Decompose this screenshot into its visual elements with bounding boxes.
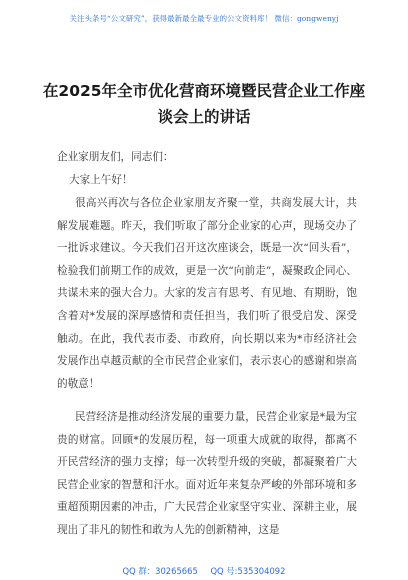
greeting: 大家上午好！ [69,174,133,186]
salutation: 企业家朋友们，同志们： [57,151,174,163]
body-paragraph [57,406,357,542]
footer-contact [0,565,408,577]
paragraph-text: 很高兴再次与各位企业家朋友齐聚一堂，共商发展大计，共解发展难题。昨天，我们听取了部分企业家的心声，现场交办了一批诉求建议。今天我们召开这次座谈会，既是一次“回头看”，检验我们前期工作的成效，更是一次“向前走”，凝聚政企同心、共谋未来的强大合力。大家的发言有思考、有见地、有期盼，饱含着对*发展的深厚感情和责任担当，我们听了很受启发、深受触动。在此，我代表市委、市政府，向长期以来为*市经济社会发展作出卓越贡献的全市民营企业家们，表示衷心的感谢和崇高的敬意！ [57,197,357,390]
qq-number-text: QQ 号:535304092 [210,566,286,576]
paragraph-text: 民营经济是推动经济发展的重要力量，民营企业家是*最为宝贵的财富。回顾*的发展历程，每一项重大成就的取得，都离不开民营经济的强力支撑；每一次转型升级的突破，都凝聚着广大民营企业家的智慧和汗水。面对近年来复杂严峻的外部环境和多重超预期因素的冲击，广大民营企业家坚守实业、深耕主业，展现出了非凡的韧性和敢为人先的创新精神，这是 [57,411,357,536]
document-title: 在2025年全市优化营商环境暨民营企业工作座谈会上的讲话 [42,82,366,126]
body-paragraph [57,192,357,395]
qq-group-text: QQ 群：30265665 [122,566,198,576]
header-banner: 关注头条号“公文研究”，获得最新最全最专业的公文资料库！ 微信：gongwenyj [69,14,339,23]
